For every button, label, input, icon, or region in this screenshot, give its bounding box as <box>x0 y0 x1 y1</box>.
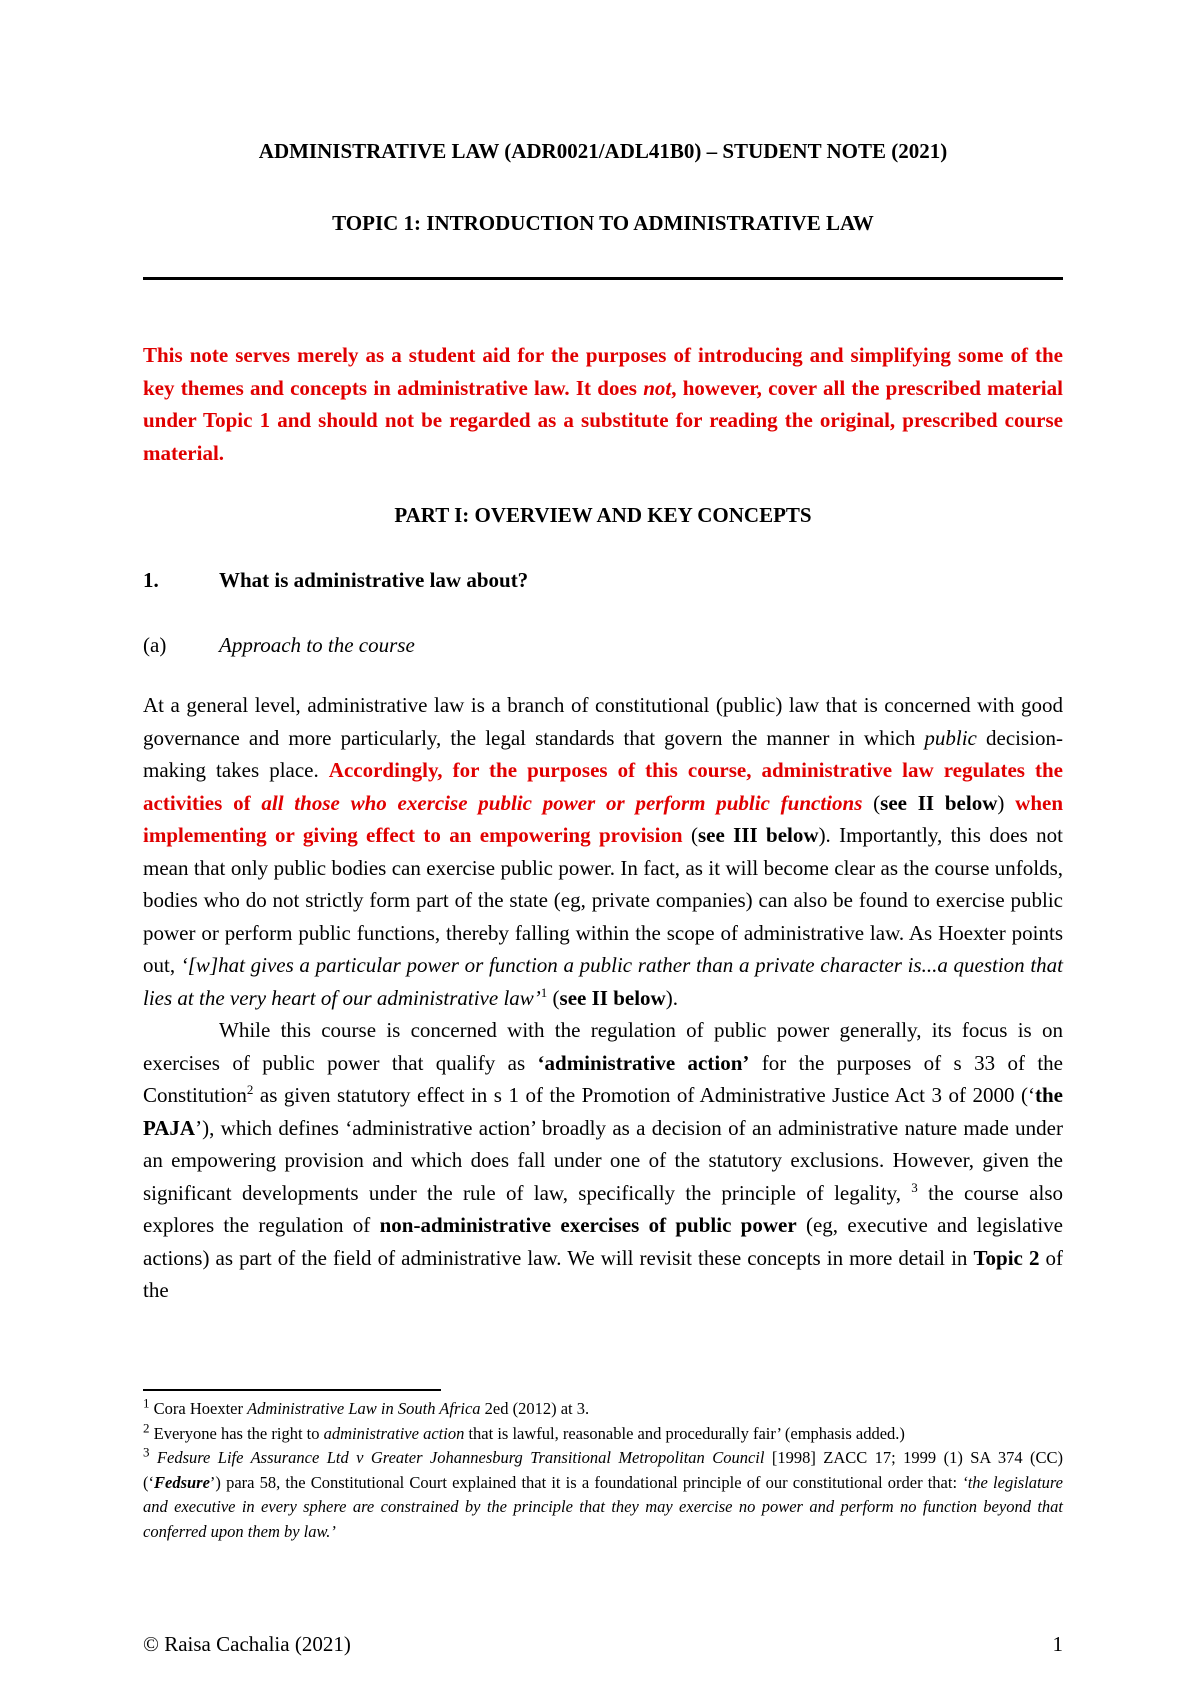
footnote-ref-3[interactable]: 3 <box>911 1179 918 1195</box>
part-heading: PART I: OVERVIEW AND KEY CONCEPTS <box>394 503 812 527</box>
subsection-label: (a) <box>143 633 167 657</box>
footnote-ref-2[interactable]: 2 <box>246 1082 254 1097</box>
footnote-divider <box>143 1389 441 1391</box>
body-text <box>143 689 1063 1307</box>
footnote-ref-1[interactable]: 1 <box>540 984 548 1000</box>
subsection-title: Approach to the course <box>219 633 415 657</box>
paragraph-2: While this course is concerned with the regulation of public power generally, its focus is on exercises of public power that qualify as ‘administrative action’ for the purposes of s 33 of the Constitution$^2$ as given statutory effect in s 1 of the Promotion of Administrative Justice Act 3 of 2000 (‘the PAJA’), which defines ‘administrative action’ broadly as a decision of an administrative nature made under an empowering provision and which does fall under one of the statutory exclusions. However, given the significant developments under the rule of law, specifically the principle of legality, $^3$ the course also explores the regulation of non-administrative exercises of public power (eg, executive and legislative actions) as part of the field of administrative law. We will revisit these concepts in more detail in Topic 2 of the <box>143 1018 1064 1302</box>
paragraph-1: At a general level, administrative law is a branch of constitutional (public) law that is concerned with good governance and more particularly, the legal standards that govern the manner in which public decision-making takes place. Accordingly, for the purposes of this course, administrative law regulates the activities of all those who exercise public power or perform public functions (see II below) when implementing or giving effect to an empowering provision (see III below). Importantly, this does not mean that only public bodies can exercise public power. In fact, as it will become clear as the course unfolds, bodies who do not strictly form part of the state (eg, private companies) can also be found to exercise public power or perform public functions, thereby falling within the scope of administrative law. As Hoexter points out, ‘[w]hat gives a particular power or function a public rather than a private character is...a question that lies at the very heart of our administrative law’$^1$ (see II below). <box>143 693 1064 1010</box>
header-divider <box>143 277 1063 280</box>
document-title: ADMINISTRATIVE LAW (ADR0021/ADL41B0) – STUDENT NOTE (2021) <box>258 139 948 163</box>
footnote-1: $^1$ Cora Hoexter Administrative Law in South Africa 2ed (2012) at 3. <box>143 1395 590 1418</box>
section-number: 1. <box>143 568 159 592</box>
footnote-3: $^3$ Fedsure Life Assurance Ltd v Greater Johannesburg Transitional Metropolitan Council [1998] ZACC 17; 1999 (1) SA 374 (CC) (‘Fedsure’) para 58, the Constitutional Court explained that it is a foundational principle of our constitutional order that: ‘the legislature and executive in every sphere are constrained by the principle that they may exercise no power and perform no function beyond that conferred upon them by law.’ <box>143 1444 1064 1541</box>
footnotes <box>143 1397 1063 1544</box>
footnote-2: $^2$ Everyone has the right to administrative action that is lawful, reasonable and procedurally fair’ (emphasis added.) <box>143 1420 905 1443</box>
topic-heading: TOPIC 1: INTRODUCTION TO ADMINISTRATIVE LAW <box>332 211 874 235</box>
page-number: 1 <box>1052 1632 1063 1656</box>
footer-copyright: © Raisa Cachalia (2021) <box>143 1632 351 1656</box>
page-footer <box>143 1632 1063 1657</box>
section-title: What is administrative law about? <box>219 568 529 592</box>
disclaimer-notice: This note serves merely as a student aid for the purposes of introducing and simplifying some of the key themes and concepts in administrative law. It does not, however, cover all the prescribed material under Topic 1 and should not be regarded as a substitute for reading the original, prescribed course material. <box>143 343 1063 465</box>
